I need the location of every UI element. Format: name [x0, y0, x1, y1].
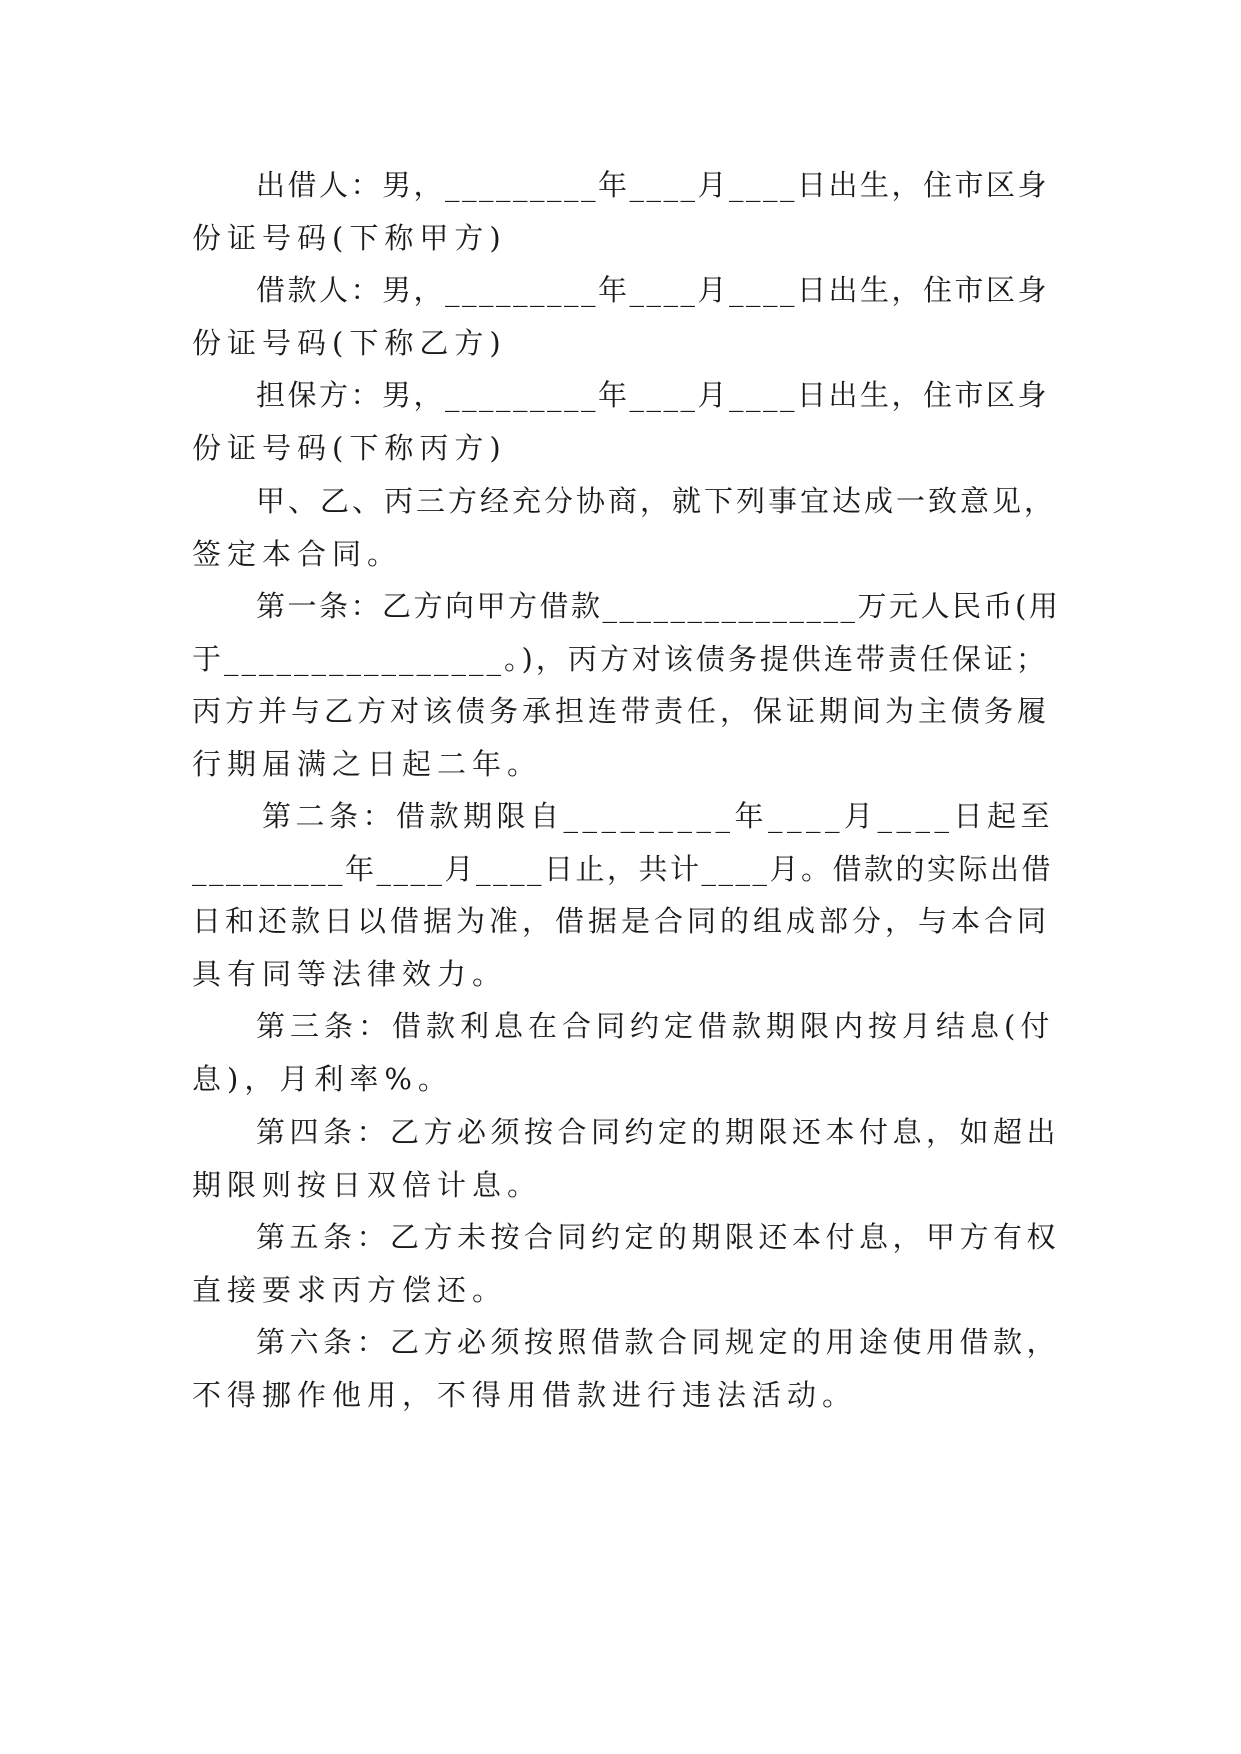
article-1-line-2: 于________________。)，丙方对该债务提供连带责任保证；	[192, 642, 1048, 676]
article-1-line-1: 第一条：乙方向甲方借款_______________万元人民币(用	[256, 589, 1061, 623]
article-6-line-2: 不得挪作他用，不得用借款进行违法活动。	[192, 1378, 858, 1412]
article-1-line-4: 行期届满之日起二年。	[192, 747, 543, 781]
article-4-line-2: 期限则按日双倍计息。	[192, 1168, 543, 1202]
article-2-line-4: 具有同等法律效力。	[192, 957, 508, 991]
guarantor-line-2: 份证号码(下称丙方)	[192, 431, 507, 465]
borrower-line-1: 借款人：男，_________年____月____日出生，住市区身	[256, 273, 1050, 307]
article-5-line-1: 第五条：乙方未按合同约定的期限还本付息，甲方有权	[256, 1220, 1061, 1254]
article-5-line-2: 直接要求丙方偿还。	[192, 1273, 508, 1307]
lender-line-2: 份证号码(下称甲方)	[192, 221, 507, 255]
borrower-line-2: 份证号码(下称乙方)	[192, 326, 507, 360]
article-4-line-1: 第四条：乙方必须按合同约定的期限还本付息，如超出	[256, 1115, 1061, 1149]
article-3-line-1: 第三条：借款利息在合同约定借款期限内按月结息(付	[256, 1009, 1055, 1043]
preamble-line-1: 甲、乙、丙三方经充分协商，就下列事宜达成一致意见，	[256, 484, 1057, 518]
article-2-line-2: _________年____月____日止，共计____月。借款的实际出借	[192, 852, 1054, 886]
preamble-line-2: 签定本合同。	[192, 537, 403, 571]
article-1-line-3: 丙方并与乙方对该债务承担连带责任，保证期间为主债务履	[192, 694, 1051, 728]
article-3-line-2: 息)，月利率%。	[192, 1062, 453, 1096]
article-6-line-1: 第六条：乙方必须按照借款合同规定的用途使用借款，	[256, 1325, 1061, 1359]
article-2-line-1: 第二条：借款期限自_________年____月____日起至	[262, 799, 1055, 833]
lender-line-1: 出借人：男，_________年____月____日出生，住市区身	[256, 168, 1050, 202]
guarantor-line-1: 担保方：男，_________年____月____日出生，住市区身	[256, 378, 1050, 412]
article-2-line-3: 日和还款日以借据为准，借据是合同的组成部分，与本合同	[192, 904, 1051, 938]
